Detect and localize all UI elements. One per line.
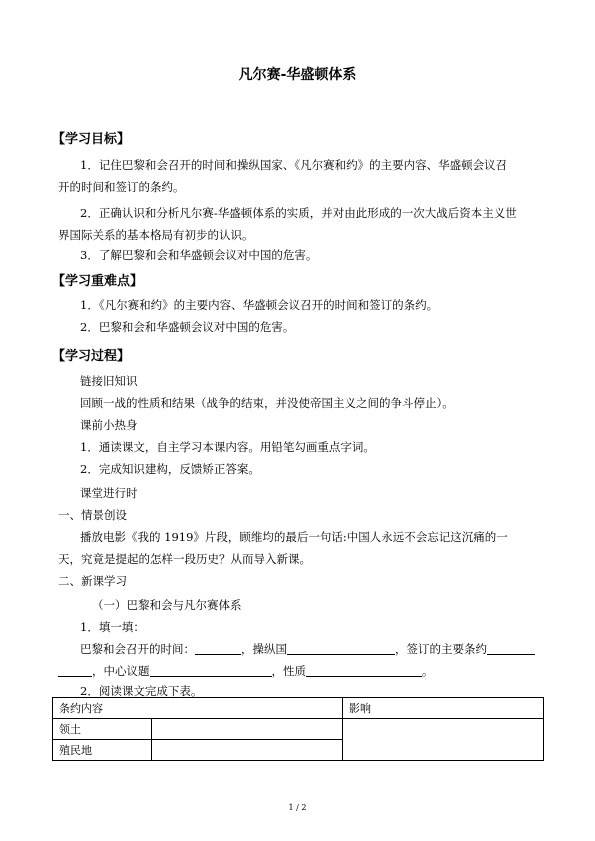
blank-time[interactable]: [195, 642, 241, 655]
section-process-heading: 【学习过程】: [52, 349, 131, 364]
in-class-heading: 课堂进行时: [80, 486, 138, 500]
intro-line-1: 播放电影《我的 1919》片段，顾维均的最后一句话:中国人永远不会忘记这沉痛的一: [80, 530, 508, 544]
fill-treaty-label: ，签订的主要条约: [395, 642, 487, 656]
table-row: [53, 719, 544, 740]
key-point-1: 1．《凡尔赛和约》的主要内容、华盛顿会议召开的时间和签订的条约。: [80, 298, 439, 312]
goal-1-line-2: 开的时间和签订的条约。: [58, 180, 185, 194]
part-1-heading: 一、情景创设: [58, 508, 127, 522]
goal-3: 3．了解巴黎和会和华盛顿会议对中国的危害。: [80, 248, 318, 262]
blank-nature[interactable]: [306, 664, 422, 677]
table-row: [53, 698, 544, 719]
row-label-territory: 领土: [53, 719, 152, 740]
table-intro: 2．阅读课文完成下表。: [80, 684, 203, 698]
cell-impact[interactable]: [343, 719, 544, 761]
fill-in-line-2: [58, 664, 434, 678]
review-text: 回顾一战的性质和结果（战争的结束，并没使帝国主义之间的争斗停止）。: [80, 396, 454, 410]
blank-main-treaty-cont[interactable]: [58, 664, 92, 677]
section-key-points-heading: 【学习重难点】: [52, 274, 144, 289]
page-number: 1 / 2: [288, 803, 307, 812]
table-header-content: 条约内容: [53, 698, 343, 719]
row-label-colony: 殖民地: [53, 740, 152, 761]
goal-2-line-1: 2．正确认识和分析凡尔赛-华盛顿体系的实质，并对由此形成的一次大战后资本主义世: [80, 206, 517, 220]
fill-in-line-1: [80, 642, 535, 656]
intro-line-2: 天，究竟是提起的怎样一段历史？从而导入新课。: [58, 552, 311, 566]
warmup-item-1: 1．通读课文，自主学习本课内容。用铅笔勾画重点字词。: [80, 440, 375, 454]
fill-time-label: 巴黎和会召开的时间：: [80, 642, 195, 656]
blank-manipulating-nations[interactable]: [287, 642, 395, 655]
section-goals-heading: 【学习目标】: [52, 132, 131, 147]
fill-center-label: ，中心议题: [92, 664, 150, 678]
goal-1-line-1: 1．记住巴黎和会召开的时间和操纵国家、《凡尔赛和约》的主要内容、华盛顿会议召: [80, 158, 508, 172]
link-old-knowledge: 链接旧知识: [80, 374, 138, 388]
fill-nature-label: ，性质: [271, 664, 306, 678]
table-header-impact: 影响: [343, 698, 544, 719]
goal-2-line-2: 界国际关系的基本格局有初步的认识。: [58, 228, 254, 242]
cell-territory-content[interactable]: [152, 719, 343, 740]
fill-in-title: 1．填一填：: [80, 620, 145, 634]
subsection-1-heading: （一）巴黎和会与凡尔赛体系: [92, 598, 242, 612]
fill-end-mark: 。: [422, 664, 434, 678]
cell-colony-content[interactable]: [152, 740, 343, 761]
warmup-heading: 课前小热身: [80, 418, 138, 432]
treaty-table: [52, 697, 544, 761]
part-2-heading: 二、新课学习: [58, 574, 127, 588]
fill-manip-label: ，操纵国: [241, 642, 287, 656]
key-point-2: 2．巴黎和会和华盛顿会议对中国的危害。: [80, 320, 295, 334]
blank-central-topic[interactable]: [150, 664, 272, 677]
blank-main-treaty[interactable]: [487, 642, 535, 655]
warmup-item-2: 2．完成知识建构，反馈矫正答案。: [80, 462, 260, 476]
document-title: 凡尔赛-华盛顿体系: [238, 67, 357, 83]
